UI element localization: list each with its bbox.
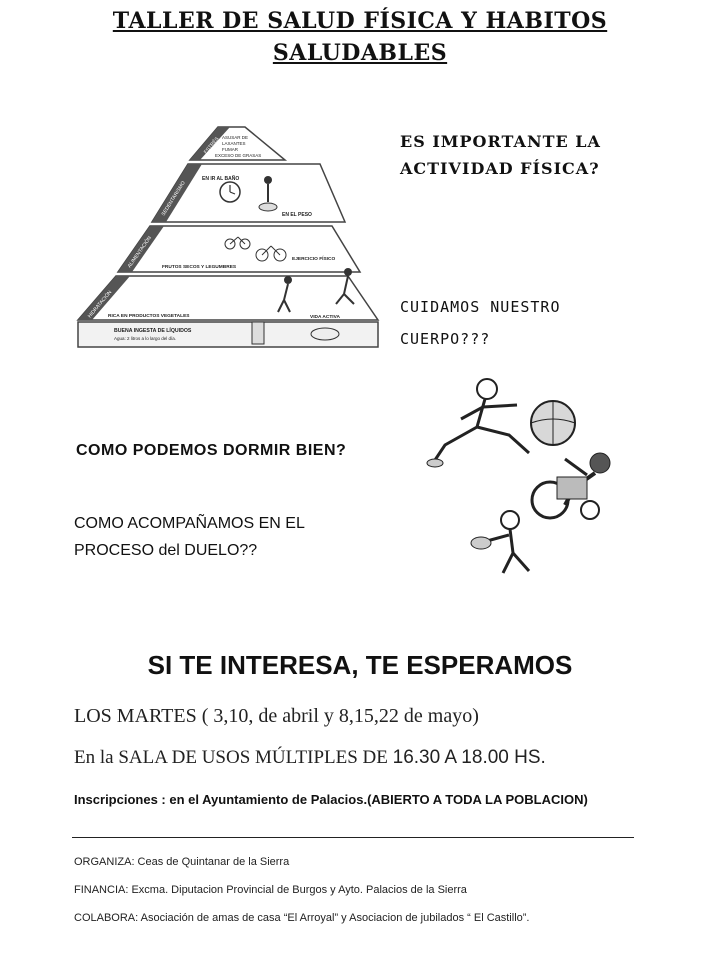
pyramid-label-liquids: BUENA INGESTA DE LÍQUIDOS	[114, 328, 192, 334]
question-activity-line-1: ES IMPORTANTE LA	[400, 132, 601, 151]
question-sleep: COMO PODEMOS DORMIR BIEN?	[76, 442, 347, 459]
sports-figures-illustration	[425, 375, 655, 580]
child-head-icon	[501, 511, 519, 529]
question-activity	[400, 128, 601, 182]
question-body-line-1: CUIDAMOS NUESTRO	[400, 298, 561, 316]
runner-icon	[344, 268, 352, 276]
footer-organiza: ORGANIZA: Ceas de Quintanar de la Sierra	[74, 856, 290, 868]
footer-financia: FINANCIA: Excma. Diputacion Provincial de Burgos y Ayto. Palacios de la Sierra	[74, 884, 467, 896]
scale-icon	[259, 203, 277, 211]
title-line-2: SALUDABLES	[272, 40, 448, 66]
footer-colabora: COLABORA: Asociación de amas de casa “El Arroyal” y Asociacion de jubilados “ El Castillo”.	[74, 912, 530, 924]
schedule-days	[74, 705, 479, 728]
pyramid-top-item-4: EXCESO DE GRASAS	[215, 153, 262, 158]
schedule-place	[74, 747, 546, 769]
water-bottle-icon	[252, 322, 264, 344]
question-activity-line-2: ACTIVIDAD FÍSICA?	[400, 159, 600, 178]
pyramid-label-vegetables: RICA EN PRODUCTOS VEGETALES	[108, 314, 190, 319]
pyramid-label-weight: EN EL PESO	[282, 212, 312, 218]
pyramid-top-item-1: ASUSAR DE	[222, 135, 249, 140]
pyramid-top-item-3: FUMAR	[222, 147, 238, 152]
schedule-place-time: 16.30 A 18.00 HS.	[392, 747, 546, 768]
pyramid-label-active: VIDA ACTIVA	[310, 315, 340, 320]
player-head-icon	[590, 453, 610, 473]
title-line-1: TALLER DE SALUD FÍSICA Y HABITOS	[112, 8, 608, 34]
question-grief	[74, 510, 305, 564]
tier-label-4: HIDRATACIÓN	[86, 289, 114, 320]
pyramid-label-exercise: EJERCICIO FÍSICO	[292, 257, 336, 262]
divider	[72, 837, 634, 838]
person-on-scale-icon	[264, 176, 272, 184]
pyramid-top-item-2: LAXANTES	[222, 141, 246, 146]
tier-label-2: SEDENTARISMO	[160, 180, 187, 218]
tier-label-1: ESTRÉS	[202, 136, 221, 156]
headline: SI TE INTERESA, TE ESPERAMOS	[147, 650, 573, 680]
question-body	[400, 291, 561, 355]
schedule-days-prefix: LOS	[74, 705, 117, 727]
health-pyramid-illustration	[70, 122, 390, 352]
schedule-days-rest: ( 3,10, de abril y 8,15,22 de mayo)	[196, 705, 479, 727]
question-grief-line-2: PROCESO del DUELO??	[74, 542, 258, 559]
runner-head-icon	[477, 379, 497, 399]
tier-label-3: ALIMENTACIÓN	[126, 235, 153, 270]
registration-info: Inscripciones : en el Ayuntamiento de Palacios.(ABIERTO A TODA LA POBLACION)	[74, 792, 588, 807]
plate-icon	[311, 328, 339, 340]
pyramid-label-fruits: FRUTOS SECOS Y LEGUMBRES	[162, 265, 237, 270]
question-grief-line-1: COMO ACOMPAÑAMOS EN EL	[74, 515, 305, 532]
question-body-line-2: CUERPO???	[400, 330, 491, 348]
schedule-place-prefix: En la SALA DE USOS MÚLTIPLES DE	[74, 747, 393, 768]
schedule-days-mid: MARTES	[116, 705, 197, 727]
pyramid-label-liquids-sub: Agua: 2 litros a lo largo del día.	[114, 336, 177, 341]
pyramid-label-bath: EN IR AL BAÑO	[202, 176, 240, 182]
walker-icon	[284, 276, 292, 284]
